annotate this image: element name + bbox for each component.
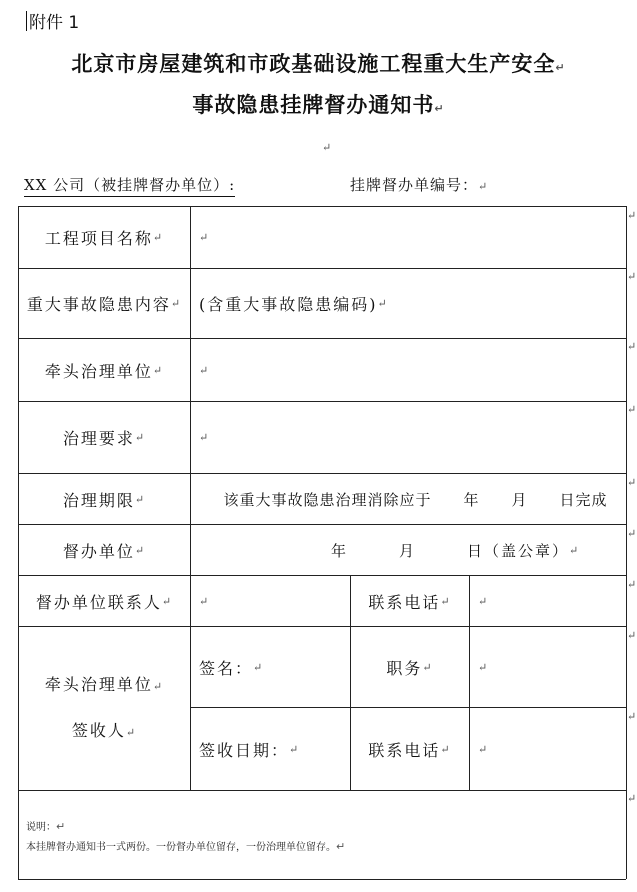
lead-unit-label: 牵头治理单位 ↵ [44, 361, 165, 381]
row-end-mark: ↵ [627, 476, 637, 489]
attachment-label [26, 8, 79, 33]
phone-label: 联系电话 ↵ [368, 592, 452, 612]
sign-date-label: 签收日期： ↵ [199, 740, 301, 760]
deadline-value[interactable]: 该重大事故隐患治理消除应于 年 月 日完成 [223, 490, 608, 509]
row-end-mark: ↵ [627, 629, 637, 642]
requirements-label: 治理要求 ↵ [62, 429, 147, 448]
row-end-mark: ↵ [627, 270, 637, 283]
row-end-mark: ↵ [627, 527, 637, 540]
hazard-content-label: 重大事故隐患内容 ↵ [26, 295, 183, 314]
table-line [626, 206, 627, 879]
position-label: 职务 ↵ [386, 658, 434, 678]
row-end-mark: ↵ [627, 710, 637, 723]
phone-label-2: 联系电话 ↵ [368, 740, 452, 760]
paragraph-mark: ↵ [322, 141, 332, 154]
project-name-label: 工程项目名称 ↵ [44, 229, 165, 248]
supervisor-contact-value[interactable]: ↵ [199, 594, 211, 608]
supervisor-contact-label: 督办单位联系人 ↵ [35, 592, 174, 612]
project-name-value[interactable]: ↵ [199, 231, 211, 244]
document-title-line2: 事故隐患挂牌督办通知书↵ [192, 93, 445, 117]
notes-text: 本挂牌督办通知书一式两份。一份督办单位留存，一份治理单位留存。↵ [26, 840, 346, 853]
deadline-label: 治理期限 ↵ [62, 490, 147, 510]
supervisor-unit-value[interactable]: 年 月 日（盖公章） ↵ [331, 541, 581, 560]
ticket-number-label: 挂牌督办单编号：↵ [350, 176, 489, 194]
lead-unit-signer-label [19, 627, 190, 790]
signature-label: 签名： ↵ [199, 658, 265, 678]
table-line [18, 879, 626, 880]
lead-unit-value[interactable]: ↵ [199, 363, 211, 377]
row-end-mark: ↵ [627, 403, 637, 416]
text-cursor [26, 11, 27, 31]
hazard-content-value[interactable]: (含重大事故隐患编码) ↵ [199, 295, 389, 314]
row-end-mark: ↵ [627, 792, 637, 805]
lead-unit-signer-line2: 签收人↵ [71, 720, 138, 740]
row-end-mark: ↵ [627, 209, 637, 222]
table-line [18, 790, 626, 791]
phone-value-2[interactable]: ↵ [478, 742, 490, 756]
company-label: XX 公司（被挂牌督办单位）: [24, 174, 235, 197]
document-title-line1: 北京市房屋建筑和市政基础设施工程重大生产安全↵ [71, 52, 566, 76]
row-end-mark: ↵ [627, 340, 637, 353]
requirements-value[interactable]: ↵ [199, 431, 211, 444]
lead-unit-signer-line1: 牵头治理单位↵ [44, 674, 165, 694]
supervisor-unit-label: 督办单位 ↵ [62, 541, 147, 561]
row-end-mark: ↵ [627, 578, 637, 591]
position-value[interactable]: ↵ [478, 660, 490, 674]
phone-value[interactable]: ↵ [478, 594, 490, 608]
notes-heading: 说明：↵ [26, 820, 66, 833]
attachment-text: 附件 1 [29, 13, 80, 33]
